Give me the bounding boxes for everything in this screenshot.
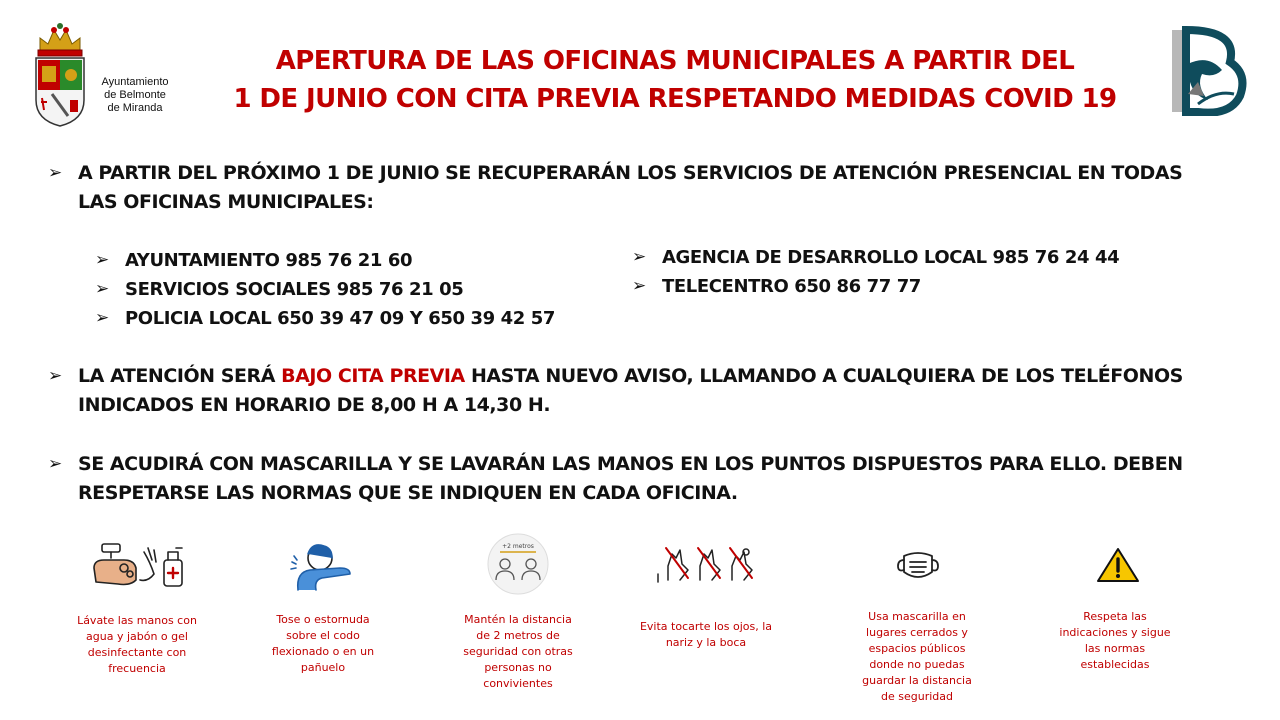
warning-icon <box>1096 546 1140 584</box>
tip-line: seguridad con otras <box>463 645 573 658</box>
tip-no-touch-face <box>636 619 776 651</box>
bullet-reopening <box>48 159 1183 217</box>
mask-icon <box>896 548 940 586</box>
tip-distance <box>448 612 588 692</box>
tip-follow-rules <box>1045 609 1185 673</box>
tip-line: Usa mascarilla en <box>868 610 966 623</box>
tip-line: Respeta las <box>1083 610 1147 623</box>
tip-line: Evita tocarte los ojos, la <box>639 620 773 633</box>
tip-line: convivientes <box>483 677 553 690</box>
tip-line: espacios públicos <box>868 642 966 655</box>
arrow-bullet-icon: ➢ <box>632 276 646 296</box>
tip-line: lugares cerrados y <box>866 626 968 639</box>
tip-cough-elbow <box>253 612 393 676</box>
office-agencia-desarrollo <box>632 243 1120 272</box>
office-servicios-sociales <box>95 275 464 304</box>
tip-line: Lávate las manos con <box>77 614 197 627</box>
office-phone: POLICIA LOCAL 650 39 47 09 Y 650 39 42 57 <box>125 308 555 329</box>
belmonte-b-logo-icon <box>1168 24 1250 116</box>
tip-line: frecuencia <box>108 662 166 675</box>
tip-line: de 2 metros de <box>476 629 560 642</box>
highlight-cita-previa: BAJO CITA PREVIA <box>281 365 465 387</box>
municipality-logo <box>30 20 190 130</box>
tip-line: flexionado o en un <box>271 645 375 658</box>
tip-line: desinfectante con <box>87 646 187 659</box>
bullet-line: LAS OFICINAS MUNICIPALES: <box>78 191 374 213</box>
tip-line: Tose o estornuda <box>276 613 370 626</box>
bullet-appointment <box>48 362 1183 420</box>
tip-line: establecidas <box>1080 658 1150 671</box>
arrow-bullet-icon: ➢ <box>48 366 62 386</box>
bullet-mask-rules <box>48 450 1183 508</box>
coat-of-arms-icon <box>32 20 88 128</box>
bullet-line: RESPETARSE LAS NORMAS QUE SE INDIQUEN EN CADA OFICINA. <box>78 482 738 504</box>
office-phone: SERVICIOS SOCIALES 985 76 21 05 <box>125 279 464 300</box>
bullet-line: A PARTIR DEL PRÓXIMO 1 DE JUNIO SE RECUPERARÁN LOS SERVICIOS DE ATENCIÓN PRESENCIAL EN TODAS <box>78 162 1183 184</box>
hand-washing-icon <box>90 538 186 590</box>
tip-line: Mantén la distancia <box>464 613 572 626</box>
no-touch-face-icon <box>652 544 756 586</box>
bullet-line: SE ACUDIRÁ CON MASCARILLA Y SE LAVARÁN LAS MANOS EN LOS PUNTOS DISPUESTOS PARA ELLO. DEBEN <box>78 453 1183 475</box>
distance-label: +2 metros <box>502 543 534 550</box>
tip-line: pañuelo <box>300 661 346 674</box>
office-telecentro <box>632 272 921 301</box>
arrow-bullet-icon: ➢ <box>48 454 62 474</box>
tip-line: guardar la distancia <box>862 674 972 687</box>
tip-hand-washing <box>67 613 207 677</box>
title-line: 1 DE JUNIO CON CITA PREVIA RESPETANDO MEDIDAS COVID 19 <box>233 84 1117 114</box>
arrow-bullet-icon: ➢ <box>632 247 646 267</box>
arrow-bullet-icon: ➢ <box>95 279 109 299</box>
office-ayuntamiento <box>95 246 413 275</box>
municipality-line: de Miranda <box>107 102 163 114</box>
distance-icon <box>486 532 550 596</box>
tip-line: las normas <box>1084 642 1146 655</box>
tip-line: nariz y la boca <box>665 636 747 649</box>
tip-mask <box>847 609 987 705</box>
tip-line: donde no puedas <box>869 658 965 671</box>
tip-line: indicaciones y sigue <box>1059 626 1171 639</box>
tip-line: agua y jabón o gel <box>86 630 188 643</box>
bullet-text: LA ATENCIÓN SERÁ <box>78 365 282 387</box>
title-line: APERTURA DE LAS OFICINAS MUNICIPALES A PARTIR DEL <box>275 46 1075 76</box>
arrow-bullet-icon: ➢ <box>48 163 62 183</box>
office-phone: AGENCIA DE DESARROLLO LOCAL 985 76 24 44 <box>662 247 1120 268</box>
municipality-name <box>94 76 176 115</box>
arrow-bullet-icon: ➢ <box>95 308 109 328</box>
bullet-line: INDICADOS EN HORARIO DE 8,00 H A 14,30 H. <box>78 394 551 416</box>
tip-line: personas no <box>484 661 552 674</box>
arrow-bullet-icon: ➢ <box>95 250 109 270</box>
municipality-line: Ayuntamiento <box>101 76 169 88</box>
office-policia-local <box>95 304 555 333</box>
cough-elbow-icon <box>288 538 358 594</box>
office-phone: TELECENTRO 650 86 77 77 <box>662 276 921 297</box>
office-phone: AYUNTAMIENTO 985 76 21 60 <box>125 250 413 271</box>
bullet-line <box>78 362 1183 391</box>
bullet-text: HASTA NUEVO AVISO, LLAMANDO A CUALQUIERA DE LOS TELÉFONOS <box>464 365 1183 387</box>
tip-line: de seguridad <box>881 690 953 703</box>
tip-line: sobre el codo <box>286 629 360 642</box>
municipality-line: de Belmonte <box>104 89 166 101</box>
page-title <box>180 42 1170 118</box>
